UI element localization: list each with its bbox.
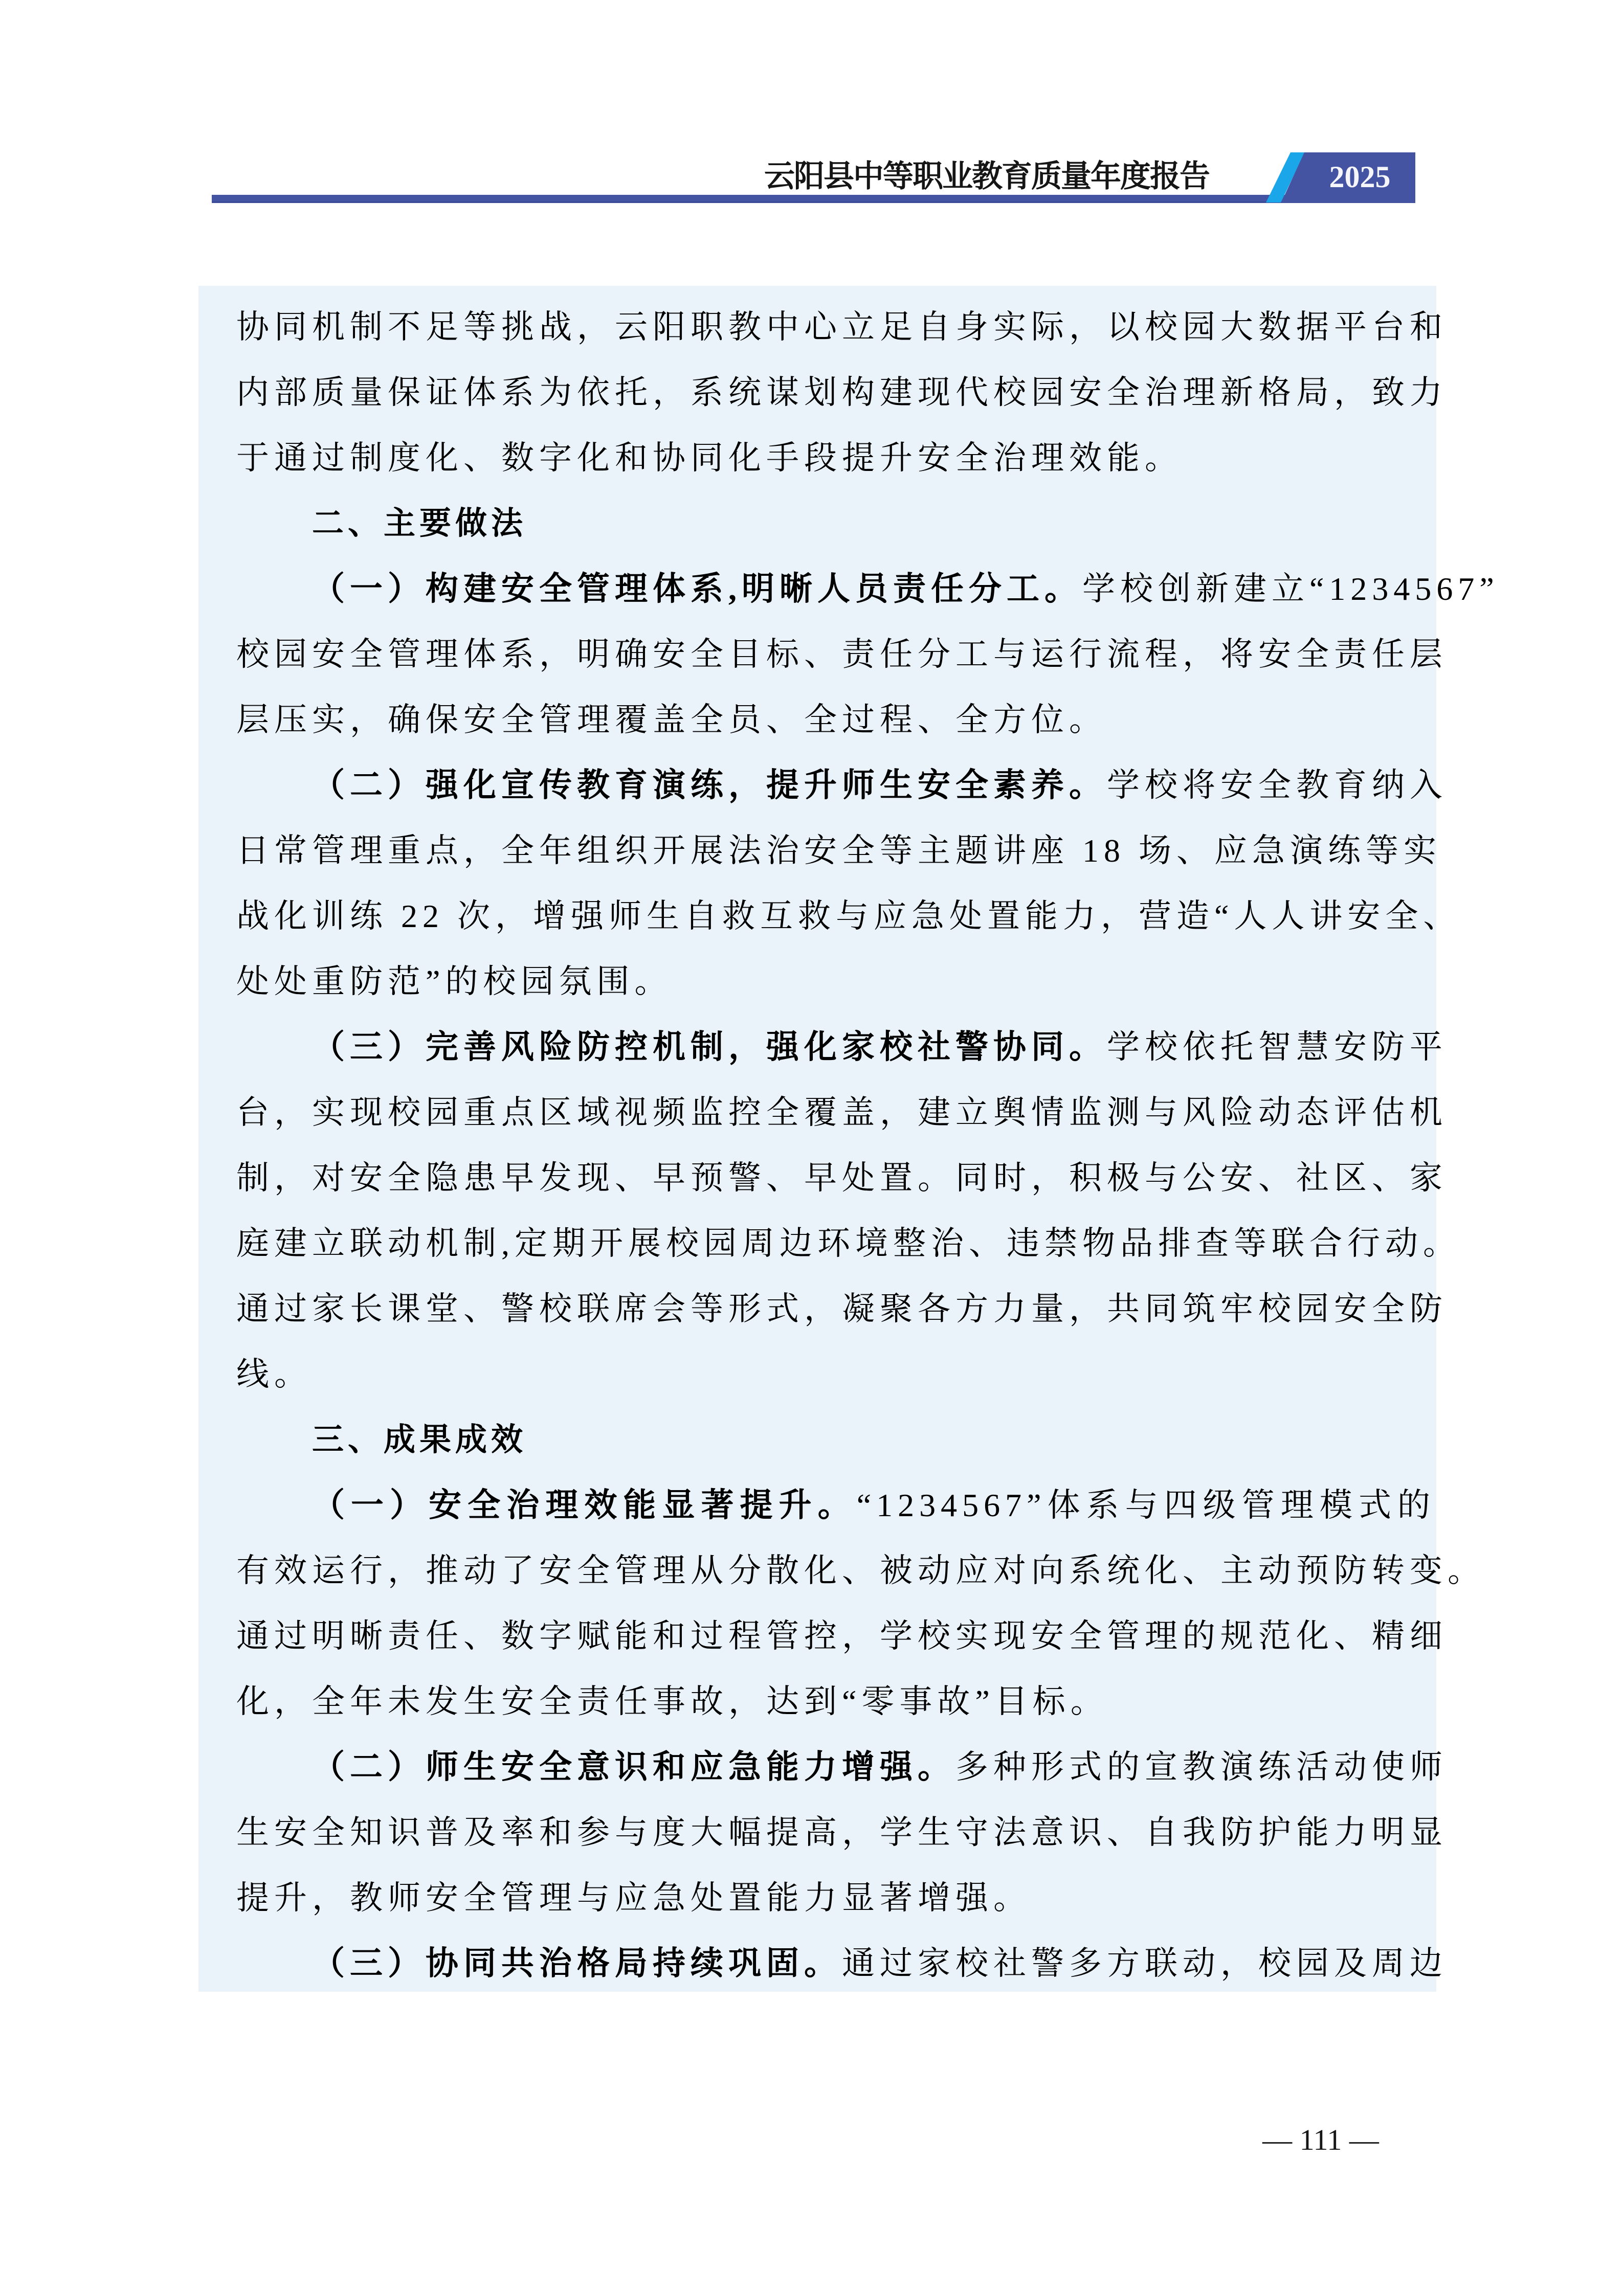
body-line: 生安全知识普及率和参与度大幅提高，学生守法意识、自我防护能力明显: [236, 1814, 1448, 1851]
body-line: 有效运行，推动了安全管理从分散化、被动应对向系统化、主动预防转变。: [236, 1552, 1485, 1589]
lead-bold: （二）师生安全意识和应急能力增强。: [312, 1749, 955, 1785]
page-number: — 111 —: [1262, 2123, 1379, 2156]
body-line: （一）安全治理效能显著提升。“1234567”体系与四级管理模式的: [312, 1487, 1436, 1523]
body-text: [236, 295, 1499, 1996]
body-line: 协同机制不足等挑战，云阳职教中心立足自身实际，以校园大数据平台和: [236, 309, 1448, 345]
lead-bold: （一）安全治理效能显著提升。: [312, 1487, 857, 1523]
body-line: （一）构建安全管理体系,明晰人员责任分工。学校创新建立“1234567”: [312, 571, 1499, 607]
body-line: 校园安全管理体系，明确安全目标、责任分工与运行流程，将安全责任层: [236, 636, 1448, 672]
body-line: 战化训练 22 次，增强师生自救互救与应急处置能力，营造“人人讲安全、: [236, 898, 1461, 934]
body-line: （三）完善风险防控机制，强化家校社警协同。学校依托智慧安防平: [312, 1029, 1448, 1065]
year-badge-label: 2025: [1329, 160, 1391, 194]
body-line: 台，实现校园重点区域视频监控全覆盖，建立舆情监测与风险动态评估机: [236, 1094, 1448, 1131]
body-line: 处处重防范”的校园氛围。: [236, 963, 673, 1000]
body-line: 线。: [236, 1356, 312, 1392]
body-line: 通过家长课堂、警校联席会等形式，凝聚各方力量，共同筑牢校园安全防: [236, 1291, 1448, 1327]
lead-bold: （二）强化宣传教育演练，提升师生安全素养。: [312, 767, 1107, 803]
body-line: 层压实，确保安全管理覆盖全员、全过程、全方位。: [236, 702, 1107, 738]
lead-bold: （三）完善风险防控机制，强化家校社警协同。: [312, 1029, 1107, 1065]
lead-bold: （三）协同共治格局持续巩固。: [312, 1945, 842, 1982]
body-line: 提升，教师安全管理与应急处置能力显著增强。: [236, 1880, 1031, 1916]
report-title: 云阳县中等职业教育质量年度报告: [764, 160, 1209, 193]
body-line: （二）师生安全意识和应急能力增强。多种形式的宣教演练活动使师: [312, 1749, 1448, 1785]
body-line: 于通过制度化、数字化和协同化手段提升安全治理效能。: [236, 440, 1183, 476]
body-line: （二）强化宣传教育演练，提升师生安全素养。学校将安全教育纳入: [312, 767, 1448, 803]
body-line: 庭建立联动机制,定期开展校园周边环境整治、违禁物品排查等联合行动。: [236, 1225, 1461, 1262]
body-line: 内部质量保证体系为依托，系统谋划构建现代校园安全治理新格局，致力: [236, 374, 1448, 411]
body-line: 日常管理重点，全年组织开展法治安全等主题讲座 18 场、应急演练等实: [236, 832, 1441, 869]
lead-bold: （一）构建安全管理体系,明晰人员责任分工。: [312, 571, 1082, 607]
body-line: 制，对安全隐患早发现、早预警、早处置。同时，积极与公安、社区、家: [236, 1160, 1448, 1196]
body-line: 化，全年未发生安全责任事故，达到“零事故”目标。: [236, 1683, 1108, 1720]
section-heading: 三、成果成效: [312, 1422, 527, 1457]
body-line: （三）协同共治格局持续巩固。通过家校社警多方联动，校园及周边: [312, 1945, 1448, 1982]
body-line: 通过明晰责任、数字赋能和过程管控，学校实现安全管理的规范化、精细: [236, 1618, 1448, 1654]
section-heading: 二、主要做法: [312, 506, 527, 541]
